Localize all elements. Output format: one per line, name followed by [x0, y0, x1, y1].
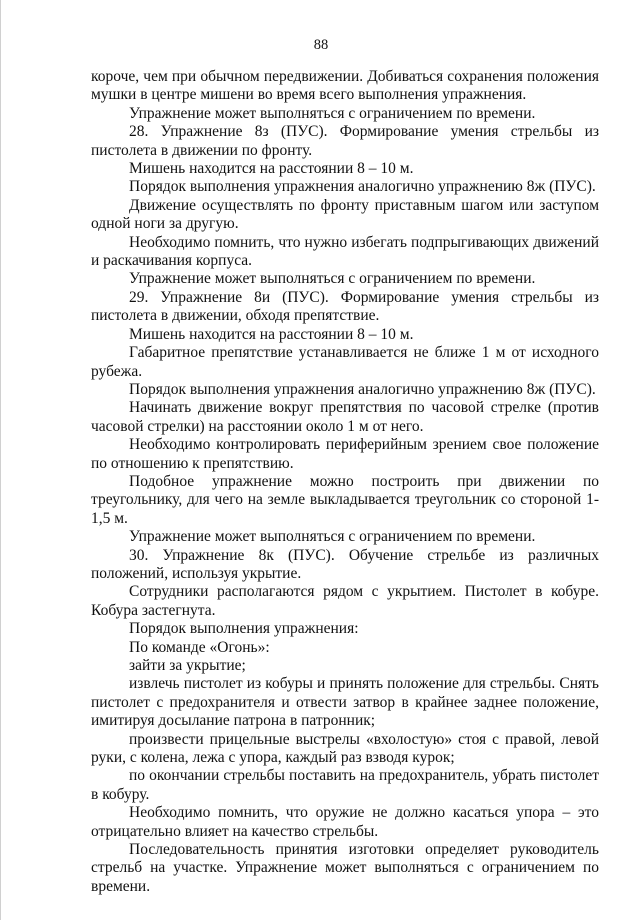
paragraph: Сотрудники располагаются рядом с укрытием. Пистолет в кобуре. Кобура застегнута. — [91, 583, 599, 619]
paragraph: Необходимо помнить, что нужно избегать подпрыгивающих движений и раскачивания корпуса. — [91, 233, 599, 270]
paragraph: Последовательность принятия изготовки определяет руководитель стрельб на участке. Упражнение может выполняться с ограничением по времени. — [91, 841, 599, 895]
paragraph: Движение осуществлять по фронту приставным шагом или заступом одной ноги за другую. — [91, 196, 599, 233]
paragraph: Порядок выполнения упражнения аналогично упражнению 8ж (ПУС). — [129, 178, 596, 196]
paragraph: Упражнение может выполняться с ограничением по времени. — [129, 104, 536, 122]
paragraph: 30. Упражнение 8к (ПУС). Обучение стрельбе из различных положений, используя укрытие. — [91, 546, 599, 582]
page-number: 88 — [313, 37, 329, 53]
paragraph: Упражнение может выполняться с ограничением по времени. — [129, 270, 536, 288]
paragraph: Порядок выполнения упражнения аналогично упражнению 8ж (ПУС). — [129, 380, 596, 398]
paragraph: Упражнение может выполняться с ограничением по времени. — [129, 528, 536, 546]
paragraph: Начинать движение вокруг препятствия по часовой стрелке (против часовой стрелки) на расстоянии около 1 м от него. — [91, 399, 599, 435]
paragraph: 28. Упражнение 8з (ПУС). Формирование умения стрельбы из пистолета в движении по фронту. — [91, 123, 599, 159]
paragraph: Необходимо помнить, что оружие не должно касаться упора – это отрицательно влияет на качество стрельбы. — [91, 804, 599, 840]
page-body — [91, 68, 599, 896]
paragraph: Порядок выполнения упражнения: — [129, 620, 359, 638]
paragraph: 29. Упражнение 8и (ПУС). Формирование умения стрельбы из пистолета в движении, обходя препятствие. — [91, 288, 599, 325]
paragraph: произвести прицельные выстрелы «вхолостую» стоя с правой, левой руки, с колена, лежа с упора, каждый раз взводя курок; — [91, 730, 599, 767]
paragraph: Габаритное препятствие устанавливается не ближе 1 м от исходного рубежа. — [91, 344, 599, 380]
paragraph: зайти за укрытие; — [129, 657, 246, 674]
paragraph: короче, чем при обычном передвижении. Добиваться сохранения положения мушки в центре мишени во время всего выполнения упражнения. — [91, 68, 599, 104]
paragraph: Мишень находится на расстоянии 8 – 10 м. — [129, 325, 414, 343]
paragraph: По команде «Огонь»: — [129, 638, 270, 656]
paragraph: Мишень находится на расстоянии 8 – 10 м. — [129, 160, 414, 178]
paragraph: Подобное упражнение можно построить при движении по треугольнику, для чего на земле выкладывается треугольник со стороной 1-1,5 м. — [91, 472, 599, 527]
paragraph: Необходимо контролировать периферийным зрением свое положение по отношению к препятствию. — [91, 436, 599, 472]
paragraph: по окончании стрельбы поставить на предохранитель, убрать пистолет в кобуру. — [91, 767, 599, 803]
paragraph: извлечь пистолет из кобуры и принять положение для стрельбы. Снять пистолет с предохранителя и отвести затвор в крайнее заднее положение, имитируя досылание патрона в патронник; — [91, 675, 599, 730]
